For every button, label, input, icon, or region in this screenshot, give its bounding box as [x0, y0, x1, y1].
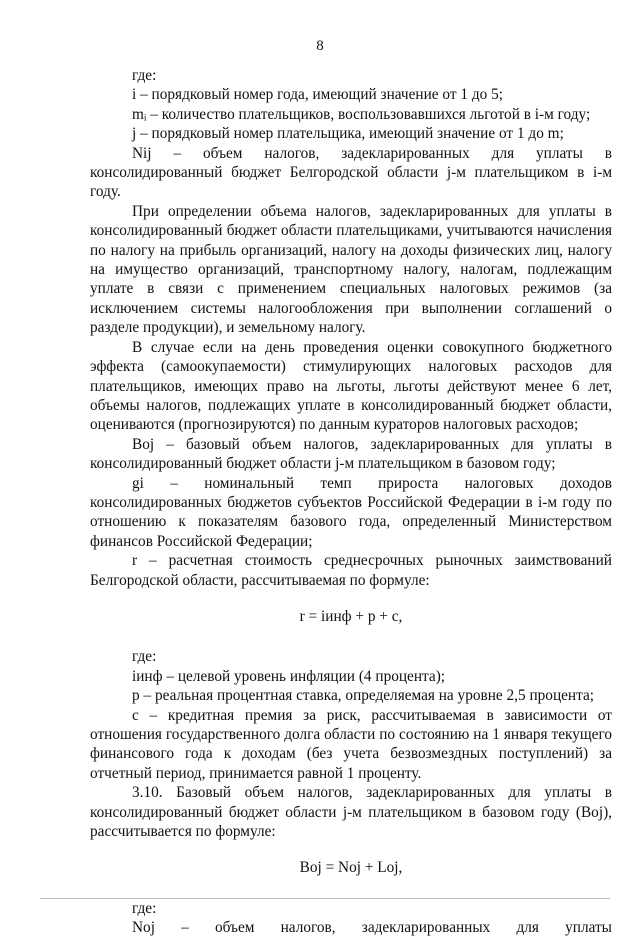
definition-iinf: iинф – целевой уровень инфляции (4 процента); — [132, 667, 446, 685]
word: задекларированных — [361, 919, 491, 937]
definition-c: c – кредитная премия за риск, рассчитываемая в зависимости от отношения государственного долга области по состоянию на 1 января текущего финансового года к доходам (без учета безвозмездных поступлений) за отчетный период, принимается равной 1 проценту. — [90, 706, 612, 782]
paragraph-3-10: 3.10. Базовый объем налогов, задекларированных для уплаты в консолидированный бюджет области j-м плательщиком в базовом году (Boj), рассчитывается по формуле: — [90, 784, 612, 841]
definition-r: r – расчетная стоимость среднесрочных рыночных заимствований Белгородской области, рассчитываемая по формуле: — [90, 552, 612, 589]
definition-i: i – порядковый номер года, имеющий значение от 1 до 5; — [132, 86, 503, 104]
definition-gi: gi – номинальный темп прироста налоговых доходов консолидированных бюджетов субъектов Российской Федерации в i-м году по отношению к показателям базового года, определенный Министерством финансов Российской Федерации; — [90, 474, 612, 550]
page-number: 8 — [316, 38, 324, 54]
where-label: где: — [132, 899, 157, 917]
word: налогов, — [280, 919, 336, 937]
definition-j: j – порядковый номер плательщика, имеющий значение от 1 до m; — [132, 125, 564, 143]
where-label: где: — [132, 648, 157, 666]
word: уплаты — [565, 919, 612, 937]
word: для — [516, 919, 539, 937]
formula-boj: Boj = Noj + Loj, — [299, 859, 403, 877]
definition-noj-line — [132, 918, 612, 937]
word: Noj — [132, 919, 155, 937]
where-label: где: — [132, 67, 157, 84]
definition-mi: mᵢ – количество плательщиков, воспользовавшихся льготой в i-м году; — [132, 105, 591, 123]
definition-boj: Boj – базовый объем налогов, задекларированных для уплаты в консолидированный бюджет области j-м плательщиком в базовом году; — [90, 435, 612, 473]
definition-p: p – реальная процентная ставка, определяемая на уровне 2,5 процента; — [132, 687, 595, 705]
formula-r: r = iинф + p + c, — [299, 607, 403, 625]
definition-nij: Nij – объем налогов, задекларированных для уплаты в консолидированный бюджет Белгородской области j-м плательщиком в i-м году. — [90, 144, 612, 201]
paragraph-taxes: При определении объема налогов, задекларированных для уплаты в консолидированный бюджет области плательщиками, учитываются начисления по налогу на прибыль организаций, налогу на доходы физических лиц, налогу на имущество организаций, транспортному налогу, налогам, подлежащим уплате в связи с применением специальных налоговых режимов (за исключением системы налогообложения при выполнении соглашений о разделе продукции), и земельному налогу. — [90, 202, 612, 337]
paragraph-case: В случае если на день проведения оценки совокупного бюджетного эффекта (самоокупаемости) стимулирующих налоговых расходов для плательщиков, имеющих право на льготы, льготы действуют менее 6 лет, объемы налогов, подлежащих уплате в консолидированный бюджет области, оцениваются (прогнозируются) по данным кураторов налоговых расходов; — [90, 338, 612, 434]
document-body — [90, 66, 612, 938]
scan-artifact-line — [40, 898, 610, 899]
word: объем — [214, 919, 255, 937]
word: – — [181, 919, 189, 937]
